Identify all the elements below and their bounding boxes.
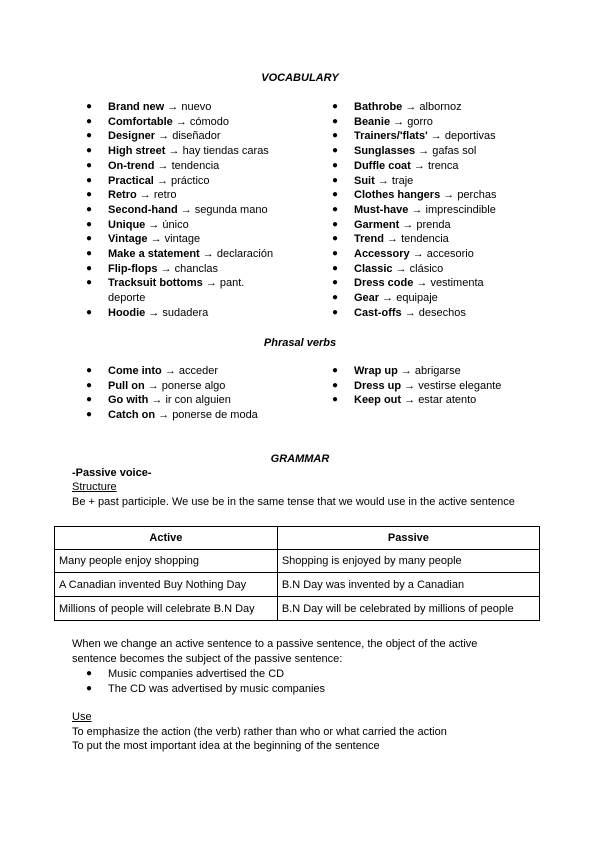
bullet-icon: ●: [86, 379, 93, 391]
bullet-icon: ●: [332, 292, 339, 304]
table-cell: Millions of people will celebrate B.N Day: [55, 597, 278, 621]
vocab-term: Designer: [108, 130, 156, 143]
vocab-term: Comfortable: [108, 115, 173, 128]
vocab-term: Garment: [354, 218, 400, 231]
bullet-icon: ●: [86, 115, 93, 127]
list-item: [86, 682, 508, 697]
arrow-icon: →: [400, 365, 412, 377]
bullet-icon: ●: [332, 101, 339, 112]
vocab-translation: pant.: [219, 277, 245, 290]
bullet-icon: ●: [332, 159, 339, 171]
arrow-icon: →: [151, 394, 163, 407]
table-cell: B.N Day was invented by a Canadian: [277, 573, 539, 597]
vocab-term: Must-have: [354, 203, 409, 216]
arrow-icon: →: [430, 130, 442, 143]
vocab-translation: nuevo: [181, 101, 212, 113]
vocab-term: Clothes hangers: [354, 189, 441, 202]
vocab-translation: ir con alguien: [165, 394, 231, 407]
arrow-icon: →: [402, 218, 414, 231]
list-item: [332, 276, 554, 291]
list-item: [86, 667, 508, 682]
vocab-translation: tendencia: [171, 159, 220, 172]
vocab-term: Dress code: [354, 277, 414, 290]
list-item: [86, 262, 308, 277]
vocab-translation: accesorio: [426, 248, 474, 261]
list-item: [86, 144, 308, 159]
list-item: [86, 232, 308, 247]
bullet-icon: ●: [86, 306, 93, 318]
vocab-term: High street: [108, 145, 166, 158]
vocab-translation: vestirse elegante: [418, 379, 502, 392]
list-item: [332, 115, 554, 130]
arrow-icon: →: [164, 365, 176, 377]
vocab-term: Tracksuit bottoms: [108, 277, 203, 290]
bullet-icon: ●: [86, 668, 93, 679]
bullet-icon: ●: [332, 379, 339, 391]
active-passive-table: [54, 526, 540, 621]
phrasal-left-list: [86, 364, 308, 423]
vocab-term: Duffle coat: [354, 159, 411, 172]
example-text: Music companies advertised the CD: [108, 668, 285, 680]
arrow-icon: →: [156, 174, 168, 187]
vocab-translation: ponerse de moda: [172, 409, 258, 422]
vocab-term: Flip-flops: [108, 262, 158, 275]
list-item: [332, 174, 554, 189]
bullet-icon: ●: [332, 394, 339, 406]
arrow-icon: →: [158, 130, 170, 143]
bullet-icon: ●: [86, 189, 93, 201]
arrow-icon: →: [443, 189, 455, 202]
vocab-term: Sunglasses: [354, 145, 416, 158]
vocab-translation-cont: deporte: [108, 292, 146, 305]
vocab-translation: abrigarse: [414, 365, 461, 377]
structure-label: Structure: [72, 481, 117, 493]
bullet-icon: ●: [332, 189, 339, 201]
vocab-translation: trenca: [427, 159, 459, 172]
bullet-icon: ●: [332, 145, 339, 157]
vocab-term: Make a statement: [108, 248, 200, 261]
bullet-icon: ●: [332, 365, 339, 376]
list-item: [86, 129, 308, 144]
bullet-icon: ●: [332, 115, 339, 127]
list-item: [86, 115, 308, 130]
list-item: [332, 247, 554, 262]
vocabulary-left-list: [86, 100, 308, 321]
list-item: [332, 100, 554, 115]
bullet-icon: ●: [332, 306, 339, 318]
vocab-term: Dress up: [354, 379, 402, 392]
list-item: [86, 379, 308, 394]
list-item: [332, 203, 554, 218]
bullet-icon: ●: [86, 682, 93, 694]
list-item: [86, 393, 308, 408]
list-item: [86, 174, 308, 189]
arrow-icon: →: [404, 394, 416, 407]
arrow-icon: →: [167, 101, 179, 113]
list-item: [86, 276, 308, 305]
vocab-translation: diseñador: [172, 130, 221, 143]
vocab-term: Trend: [354, 233, 384, 246]
vocab-term: Pull on: [108, 379, 145, 392]
vocab-term: Gear: [354, 292, 380, 305]
table-row: [55, 550, 540, 573]
vocab-translation: chanclas: [174, 262, 219, 275]
table-cell: B.N Day will be celebrated by millions of people: [277, 597, 539, 621]
vocab-term: Hoodie: [108, 306, 146, 319]
explanation-text: When we change an active sentence to a passive sentence, the object of the active sentence becomes the subject of the passive sentence:: [72, 638, 478, 665]
arrow-icon: →: [377, 174, 389, 187]
vocab-term: Practical: [108, 174, 154, 187]
vocab-term: Trainers/'flats': [354, 130, 428, 143]
list-item: [332, 218, 554, 233]
table-cell: Shopping is enjoyed by many people: [277, 550, 539, 573]
vocab-term: Suit: [354, 174, 375, 187]
list-item: [332, 232, 554, 247]
arrow-icon: →: [412, 248, 424, 261]
vocab-translation: gorro: [407, 115, 433, 128]
arrow-icon: →: [404, 379, 416, 392]
bullet-icon: ●: [332, 130, 339, 142]
vocab-term: Wrap up: [354, 365, 398, 377]
vocab-term: Catch on: [108, 409, 156, 422]
table-header-row: [55, 527, 540, 550]
list-item: [86, 306, 308, 321]
arrow-icon: →: [147, 379, 159, 392]
arrow-icon: →: [416, 277, 428, 290]
bullet-icon: ●: [86, 130, 93, 142]
list-item: [332, 393, 554, 408]
vocab-translation: retro: [153, 189, 177, 202]
vocab-translation: único: [162, 218, 189, 231]
list-item: [332, 291, 554, 306]
phrasal-verbs-title: Phrasal verbs: [263, 337, 337, 349]
vocab-translation: práctico: [171, 174, 210, 187]
arrow-icon: →: [382, 292, 394, 305]
bullet-icon: ●: [332, 262, 339, 274]
arrow-icon: →: [157, 159, 169, 172]
vocab-term: Beanie: [354, 115, 391, 128]
list-item: [86, 188, 308, 203]
bullet-icon: ●: [332, 174, 339, 186]
examples-list: [86, 667, 508, 696]
bullet-icon: ●: [86, 174, 93, 186]
arrow-icon: →: [411, 203, 423, 216]
bullet-icon: ●: [86, 101, 93, 112]
vocab-translation: perchas: [457, 189, 497, 202]
passive-voice-heading: -Passive voice-: [72, 467, 152, 479]
arrow-icon: →: [168, 145, 180, 158]
vocab-term: Vintage: [108, 233, 148, 246]
vocabulary-title: VOCABULARY: [261, 72, 339, 84]
table-header-active: Active: [55, 527, 278, 550]
use-line-1: To emphasize the action (the verb) rather than who or what carried the action: [72, 726, 447, 738]
arrow-icon: →: [148, 306, 160, 319]
list-item: [86, 203, 308, 218]
example-text: The CD was advertised by music companies: [108, 682, 326, 695]
arrow-icon: →: [139, 189, 151, 202]
list-item: [86, 100, 308, 115]
vocab-term: Cast-offs: [354, 306, 402, 319]
list-item: [86, 218, 308, 233]
list-item: [86, 408, 308, 423]
vocab-translation: estar atento: [418, 394, 477, 407]
vocab-translation: tendencia: [401, 233, 449, 246]
vocab-translation: declaración: [216, 248, 274, 261]
arrow-icon: →: [158, 409, 170, 422]
grammar-title: GRAMMAR: [270, 453, 330, 465]
vocab-term: Classic: [354, 262, 393, 275]
vocab-translation: equipaje: [396, 292, 438, 305]
list-item: [332, 306, 554, 321]
vocab-translation: desechos: [418, 306, 466, 319]
table-cell: A Canadian invented Buy Nothing Day: [55, 573, 278, 597]
vocab-translation: traje: [391, 174, 414, 187]
vocab-translation: sudadera: [162, 306, 209, 319]
vocab-term: Unique: [108, 218, 146, 231]
table-row: [55, 573, 540, 597]
vocab-translation: clásico: [409, 262, 444, 275]
table-cell: Many people enjoy shopping: [55, 550, 278, 573]
use-line-2: To put the most important idea at the beginning of the sentence: [72, 740, 380, 752]
vocab-term: Come into: [108, 365, 162, 377]
arrow-icon: →: [404, 306, 416, 319]
table-row: [55, 597, 540, 621]
structure-text: Be + past participle. We use be in the same tense that we would use in the active sentence: [72, 496, 515, 508]
vocab-translation: cómodo: [189, 115, 230, 128]
vocab-term: Keep out: [354, 394, 402, 407]
arrow-icon: →: [393, 115, 405, 128]
bullet-icon: ●: [86, 159, 93, 171]
list-item: [86, 364, 308, 379]
vocab-translation: vintage: [164, 233, 201, 246]
arrow-icon: →: [175, 115, 187, 128]
list-item: [332, 188, 554, 203]
vocab-translation: hay tiendas caras: [182, 145, 269, 158]
bullet-icon: ●: [332, 248, 339, 260]
bullet-icon: ●: [86, 218, 93, 230]
list-item: [332, 129, 554, 144]
bullet-icon: ●: [86, 145, 93, 157]
vocabulary-right-list: [332, 100, 554, 321]
list-item: [332, 262, 554, 277]
list-item: [332, 159, 554, 174]
bullet-icon: ●: [86, 277, 93, 289]
bullet-icon: ●: [332, 218, 339, 230]
arrow-icon: →: [413, 159, 425, 172]
bullet-icon: ●: [86, 233, 93, 245]
phrasal-right-list: [332, 364, 554, 408]
vocab-translation: albornoz: [419, 101, 462, 113]
list-item: [86, 247, 308, 262]
arrow-icon: →: [395, 262, 407, 275]
bullet-icon: ●: [86, 394, 93, 406]
bullet-icon: ●: [86, 248, 93, 260]
arrow-icon: →: [405, 101, 417, 113]
vocab-term: Go with: [108, 394, 149, 407]
vocab-translation: acceder: [178, 365, 219, 377]
vocab-term: Retro: [108, 189, 137, 202]
use-label: Use: [72, 711, 92, 723]
vocab-term: On-trend: [108, 159, 155, 172]
arrow-icon: →: [202, 248, 214, 261]
list-item: [86, 159, 308, 174]
table-header-passive: Passive: [277, 527, 539, 550]
vocab-translation: imprescindible: [425, 203, 496, 216]
vocab-translation: vestimenta: [430, 277, 484, 290]
bullet-icon: ●: [332, 233, 339, 245]
bullet-icon: ●: [332, 203, 339, 215]
arrow-icon: →: [205, 277, 217, 290]
vocab-translation: ponerse algo: [161, 379, 226, 392]
vocab-translation: gafas sol: [432, 145, 477, 158]
list-item: [332, 364, 554, 379]
vocab-term: Accessory: [354, 248, 410, 261]
arrow-icon: →: [148, 218, 160, 231]
vocab-translation: prenda: [416, 218, 451, 231]
bullet-icon: ●: [86, 203, 93, 215]
vocab-translation: deportivas: [444, 130, 496, 143]
arrow-icon: →: [387, 233, 399, 246]
vocab-term: Bathrobe: [354, 101, 403, 113]
arrow-icon: →: [180, 203, 192, 216]
vocab-translation: segunda mano: [194, 203, 268, 216]
bullet-icon: ●: [86, 365, 93, 376]
arrow-icon: →: [160, 262, 172, 275]
arrow-icon: →: [150, 233, 162, 246]
list-item: [332, 379, 554, 394]
bullet-icon: ●: [86, 409, 93, 421]
bullet-icon: ●: [86, 262, 93, 274]
bullet-icon: ●: [332, 277, 339, 289]
arrow-icon: →: [418, 145, 430, 158]
list-item: [332, 144, 554, 159]
vocab-term: Brand new: [108, 101, 165, 113]
vocab-term: Second-hand: [108, 203, 178, 216]
